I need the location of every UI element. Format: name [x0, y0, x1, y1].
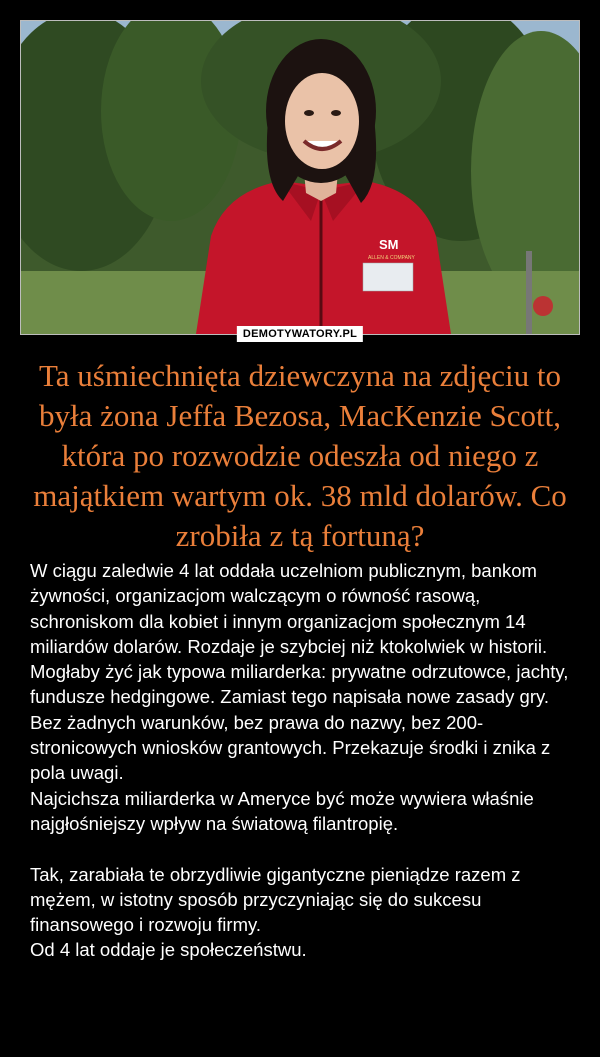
- paragraph-gap: [30, 836, 575, 861]
- jacket-logo: SM: [379, 237, 399, 252]
- paragraph-4: Tak, zarabiała te obrzydliwie gigantyczne pieniądze razem z mężem, w istotny sposób przyczyniając się do sukcesu finansowego i rozwoju firmy.: [30, 863, 521, 936]
- photo: [20, 20, 580, 335]
- paragraph-5: Od 4 lat oddaje je społeczeństwu.: [30, 939, 307, 961]
- name-badge: [363, 263, 413, 291]
- paragraph-1: W ciągu zaledwie 4 lat oddała uczelniom publicznym, bankom żywności, organizacjom walczącym o równość rasową, schroniskom dla kobiet i innym organizacjom społecznym 14 miliardów dolarów. Rozdaje je szybciej niż ktokolwiek w historii.: [30, 560, 548, 657]
- body-text: [30, 558, 575, 963]
- paragraph-2: Mogłaby żyć jak typowa miliarderka: prywatne odrzutowce, jachty, fundusze hedgingowe. Zamiast tego napisała nowe zasady gry. Bez żadnych warunków, bez prawa do nazwy, bez 200-stronicowych wniosków grantowych. Przekazuje środki i znika z pola uwagi.: [30, 661, 569, 784]
- paragraph-3: Najcichsza miliarderka w Ameryce być może wywiera właśnie najgłośniejszy wpływ na światową filantropię.: [30, 787, 534, 834]
- photo-illustration: [21, 21, 579, 334]
- watermark: DEMOTYWATORY.PL: [237, 326, 363, 342]
- jacket-logo-sub: ALLEN & COMPANY: [368, 255, 415, 261]
- headline: Ta uśmiechnięta dziewczyna na zdjęciu to była żona Jeffa Bezosa, MacKenzie Scott, która po rozwodzie odeszła od niego z majątkiem wartym ok. 38 mld dolarów. Co zrobiła z tą fortuną?: [33, 358, 567, 553]
